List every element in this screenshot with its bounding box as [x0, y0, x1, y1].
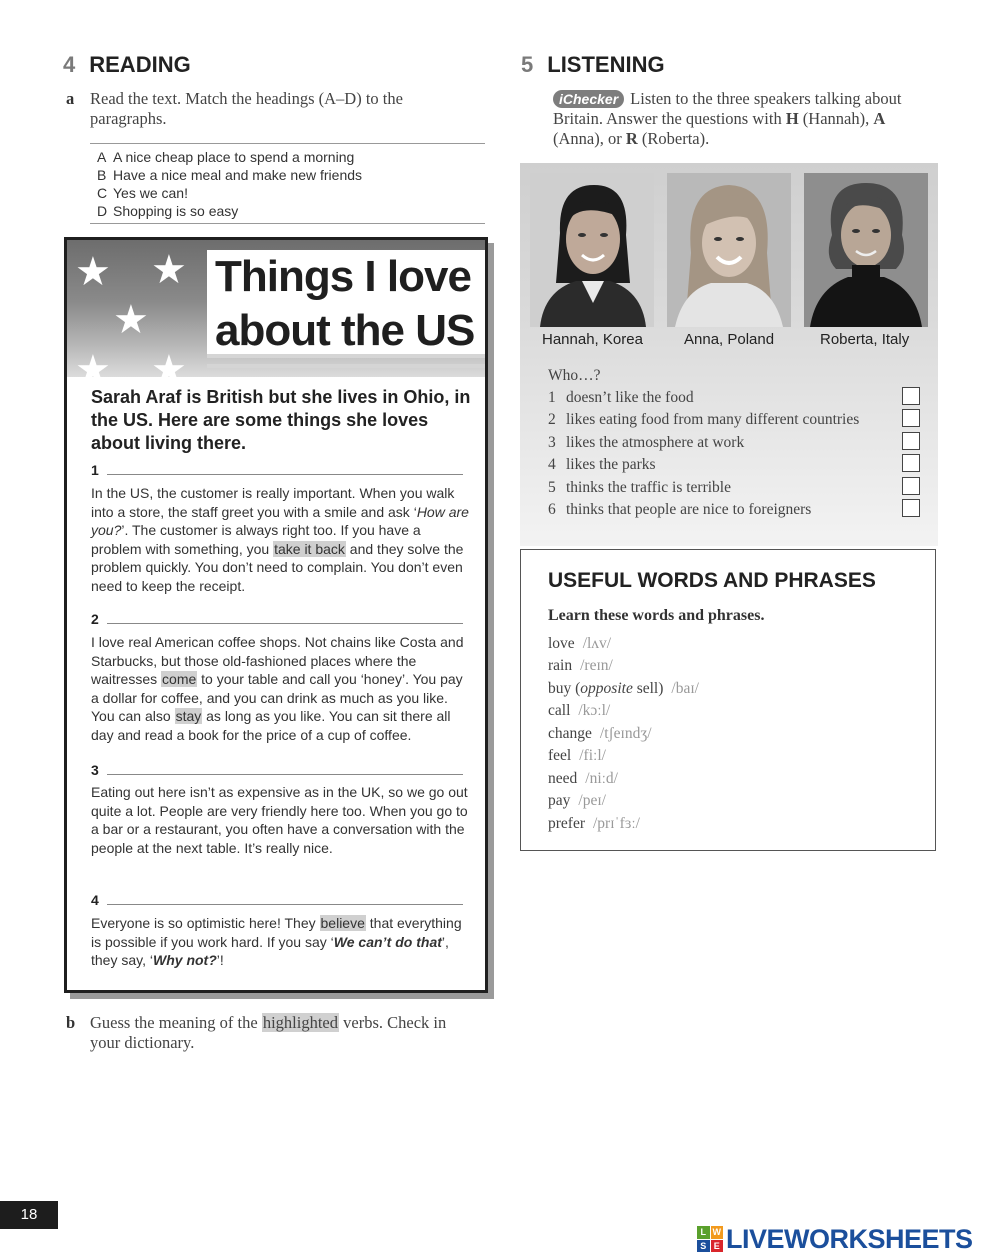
- vocab-item: [548, 680, 699, 698]
- vocab-phonetic: /fiːl/: [579, 747, 606, 764]
- highlighted-verb: stay: [175, 708, 202, 725]
- answer-checkbox[interactable]: [902, 432, 920, 450]
- vocab-note: (: [571, 680, 581, 697]
- text-run: I love real American coffee shops. Not chains like Costa and Starbucks, but those old-fashioned places where the waitresses: [91, 634, 464, 688]
- logo-text: LIVEWORKSHEETS: [726, 1223, 973, 1254]
- vocab-item: [548, 747, 606, 765]
- liveworksheets-logo[interactable]: [697, 1223, 973, 1255]
- question-text: likes the parks: [566, 456, 656, 473]
- caption-hannah: Hannah, Korea: [542, 331, 643, 348]
- article-title-line2: about the US: [215, 306, 475, 355]
- text-run: Everyone is so optimistic here! They: [91, 915, 320, 931]
- portrait-roberta: [804, 173, 928, 327]
- text-run: ’. The customer is always right too. If you have a problem with something, you: [91, 522, 421, 557]
- star-icon: ★: [151, 347, 187, 393]
- heading-item: [97, 202, 477, 220]
- question-row: [548, 389, 694, 407]
- text-run: (Hannah),: [798, 109, 874, 128]
- reading-heading: [63, 52, 191, 78]
- vocab-item: [548, 657, 613, 675]
- photo-roberta: [804, 173, 928, 327]
- heading-letter: C: [97, 185, 108, 201]
- question-number: 6: [548, 501, 556, 518]
- paragraph-4: [91, 914, 473, 970]
- text-run: ’, they say, ‘: [91, 933, 449, 969]
- text-run: ’!: [216, 952, 224, 969]
- listening-heading: [521, 52, 665, 78]
- article-intro: Sarah Araf is British but she lives in Ohio, in the US. Here are some things she loves about living there.: [91, 387, 471, 453]
- useful-words-box: [520, 549, 936, 851]
- text-run: (Roberta).: [637, 129, 710, 148]
- text-run: to your table and call you ‘honey’. You pay a dollar for coffee, and you can drink as much as you like. You can also: [91, 671, 463, 725]
- vocab-word: need: [548, 770, 578, 787]
- text-run: In the US, the customer is really important. When you walk into a store, the staff greet you with a smile and ask ‘: [91, 485, 455, 520]
- badge-letter: E: [711, 1240, 724, 1253]
- heading-letter: A: [97, 149, 107, 165]
- question-number: 5: [548, 479, 556, 496]
- vocab-word: change: [548, 725, 592, 742]
- question-row: [548, 479, 731, 497]
- star-icon: ★: [151, 247, 187, 293]
- answer-line[interactable]: [107, 623, 463, 624]
- vocab-phonetic: /kɔːl/: [578, 702, 611, 719]
- heading-text: A nice cheap place to spend a morning: [113, 149, 355, 165]
- question-number: 2: [548, 411, 556, 428]
- text-run: (Anna), or: [553, 129, 626, 148]
- who-prompt: Who…?: [548, 367, 601, 384]
- vocab-item: [548, 792, 606, 810]
- vocab-item: [548, 725, 652, 743]
- logo-badge-icon: [697, 1226, 723, 1252]
- step-a-text: Read the text. Match the headings (A–D) to the paragraphs.: [90, 89, 403, 128]
- vocab-phonetic: /reɪn/: [580, 657, 613, 674]
- text-run: How are you?: [91, 503, 469, 539]
- heading-text: Yes we can!: [113, 185, 188, 201]
- question-number: 1: [548, 389, 556, 406]
- answer-checkbox[interactable]: [902, 477, 920, 495]
- page-number: 18: [0, 1201, 58, 1229]
- answer-line[interactable]: [107, 904, 463, 905]
- answer-checkbox[interactable]: [902, 499, 920, 517]
- star-icon: ★: [75, 249, 111, 295]
- speakers-panel: [520, 163, 938, 546]
- heading-item: [97, 166, 477, 184]
- vocab-phonetic: /prɪˈfɜː/: [593, 815, 640, 832]
- star-icon: ★: [113, 297, 149, 343]
- vocab-item: [548, 635, 611, 653]
- question-text: thinks the traffic is terrible: [566, 479, 731, 496]
- paragraph-2: [91, 633, 473, 745]
- text-run: H: [785, 109, 799, 128]
- question-text: thinks that people are nice to foreigners: [566, 501, 812, 518]
- answer-line[interactable]: [107, 774, 463, 775]
- photo-hannah: [530, 173, 654, 327]
- badge-letter: S: [697, 1240, 710, 1253]
- text-run: that everything is possible if you work hard. If you say ‘: [91, 915, 462, 950]
- useful-title: USEFUL WORDS AND PHRASES: [548, 569, 876, 592]
- listening-title: LISTENING: [547, 52, 665, 77]
- vocab-word: buy: [548, 680, 572, 697]
- divider: [90, 143, 485, 144]
- vocab-phonetic: /lʌv/: [582, 635, 612, 652]
- heading-text: Shopping is so easy: [113, 203, 239, 219]
- vocab-item: [548, 702, 610, 720]
- paragraph-number: 1: [91, 462, 99, 478]
- vocab-word: rain: [548, 657, 573, 674]
- answer-line[interactable]: [107, 474, 463, 475]
- heading-letter: B: [97, 167, 107, 183]
- photo-anna: [667, 173, 791, 327]
- vocab-item: [548, 770, 618, 788]
- article-box: [64, 237, 488, 993]
- badge-letter: W: [712, 1227, 721, 1237]
- paragraph-1: [91, 484, 473, 596]
- question-number: 3: [548, 434, 556, 451]
- question-row: [548, 411, 859, 429]
- paragraph-3: Eating out here isn’t as expensive as in the UK, so we go out quite a lot. People are very friendly here too. When you go to a bar or a restaurant, you often have a conversation with the people at the next table. It’s really nice.: [91, 784, 468, 856]
- text-run: as long as you like. You can sit there all day and read a book for the price of a cup of coffee.: [91, 708, 451, 743]
- vocab-note: sell): [632, 680, 664, 697]
- heading-text: Have a nice meal and make new friends: [113, 167, 363, 183]
- text-run: Guess the meaning of the: [90, 1013, 258, 1032]
- highlighted-word: highlighted: [262, 1013, 339, 1032]
- text-run: and they solve the problem quickly. You don’t need to complain. You don’t even need to keep the receipt.: [91, 540, 464, 594]
- answer-checkbox[interactable]: [902, 454, 920, 472]
- question-row: [548, 434, 744, 452]
- question-text: doesn’t like the food: [566, 389, 694, 406]
- listening-number: 5: [521, 52, 534, 77]
- text-run: We can’t do that: [333, 933, 442, 950]
- listening-instruction: [553, 89, 938, 149]
- caption-roberta: Roberta, Italy: [820, 331, 910, 348]
- text-run: Listen to the three speakers talking about Britain. Answer the questions with: [553, 89, 902, 128]
- vocab-note: opposite: [580, 680, 633, 697]
- step-a-letter: a: [66, 89, 75, 108]
- divider: [90, 223, 485, 224]
- question-row: [548, 501, 811, 519]
- reading-title: READING: [89, 52, 191, 77]
- reading-number: 4: [63, 52, 76, 77]
- vocab-phonetic: /niːd/: [585, 770, 618, 787]
- step-b-letter: b: [66, 1013, 76, 1032]
- vocab-word: feel: [548, 747, 572, 764]
- text-run: verbs. Check in your dictionary.: [90, 1013, 447, 1052]
- paragraph-number: 2: [91, 611, 99, 627]
- headings-list: [97, 148, 477, 220]
- vocab-word: love: [548, 635, 575, 652]
- flag-stripe: [207, 364, 485, 368]
- vocab-item: [548, 815, 640, 833]
- question-number: 4: [548, 456, 556, 473]
- highlighted-verb: take it back: [274, 540, 345, 557]
- text-run: R: [625, 129, 638, 148]
- ichecker-badge[interactable]: iChecker: [553, 90, 624, 108]
- portrait-hannah: [530, 173, 654, 327]
- text-run: Why not?: [153, 952, 217, 969]
- article-title-line1: Things I love: [215, 252, 471, 301]
- heading-item: [97, 184, 477, 202]
- answer-checkbox[interactable]: [902, 409, 920, 427]
- question-text: likes eating food from many different countries: [566, 411, 860, 428]
- vocab-word: prefer: [548, 815, 585, 832]
- caption-anna: Anna, Poland: [684, 331, 775, 348]
- vocab-phonetic: /baɪ/: [671, 680, 699, 697]
- heading-letter: D: [97, 203, 108, 219]
- useful-subtitle: Learn these words and phrases.: [548, 607, 765, 624]
- vocab-word: pay: [548, 792, 571, 809]
- paragraph-number: 4: [91, 892, 99, 908]
- paragraph-number: 3: [91, 762, 99, 778]
- question-text: likes the atmosphere at work: [566, 434, 745, 451]
- vocab-phonetic: /peɪ/: [578, 792, 606, 809]
- vocab-word: call: [548, 702, 571, 719]
- highlighted-verb: believe: [320, 915, 365, 931]
- vocab-phonetic: /tʃeɪndʒ/: [599, 725, 652, 742]
- question-row: [548, 456, 656, 474]
- reading-step-b: [66, 1013, 486, 1053]
- reading-step-a: [66, 89, 476, 129]
- answer-checkbox[interactable]: [902, 387, 920, 405]
- heading-item: [97, 148, 477, 166]
- portrait-anna: [667, 173, 791, 327]
- highlighted-verb: come: [162, 671, 197, 688]
- star-icon: ★: [75, 347, 111, 393]
- badge-letter: L: [697, 1226, 710, 1239]
- text-run: A: [873, 109, 886, 128]
